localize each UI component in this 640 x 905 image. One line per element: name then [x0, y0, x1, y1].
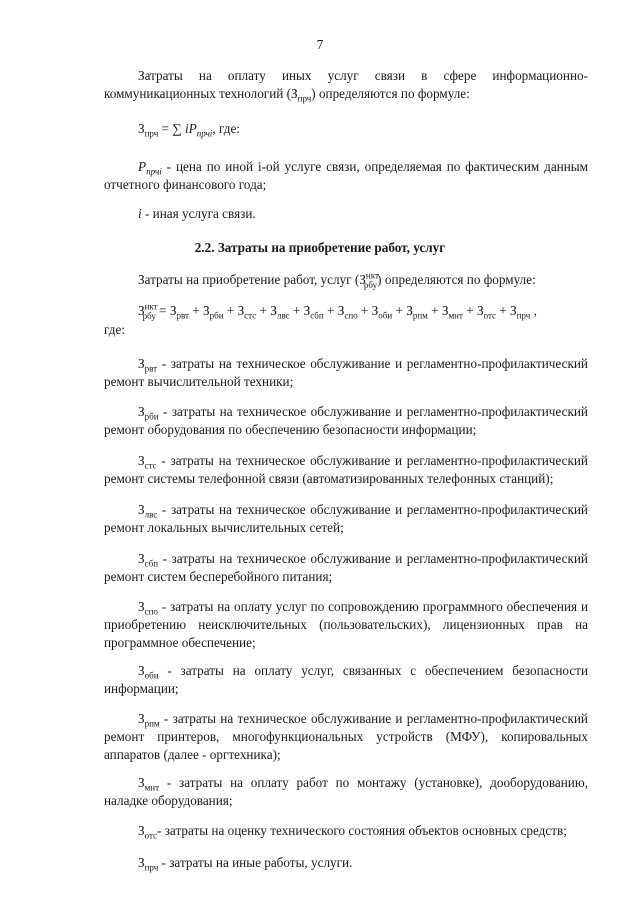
formula-term: $З_{стс}$ [237, 303, 257, 321]
definition-оби: $З_{оби}$ - затраты на оплату услуг, связанных с обеспечением безопасности информации; [104, 663, 588, 696]
definition-рвт: $З_{рвт}$ - затраты на техническое обслуживание и регламентно-профилактический ремонт вычислительной техники; [104, 356, 588, 389]
definition-price: $P_{прчi}$ - цена по иной i-ой услуге связи, определяемая по фактическим данным отчетного финансового года; [104, 159, 588, 192]
definition-мнт: $З_{мнт}$ - затраты на оплату работ по монтажу (установке), дооборудованию, наладке оборудования; [104, 775, 588, 808]
formula-term: $З_{рби}$ [203, 303, 224, 321]
formula-term: $З_{оби}$ [371, 303, 393, 321]
definition-сбп: $З_{сбп}$ - затраты на техническое обслуживание и регламентно-профилактический ремонт систем бесперебойного питания; [104, 551, 588, 584]
definition-отс: $З_{отс}-$ затраты на оценку технического состояния объектов основных средств; [138, 823, 567, 841]
formula-term: $З_{рпм}$ [406, 303, 428, 321]
page-number: 7 [316, 37, 324, 52]
formula-works-services: $З^{нкт}_{рбу} = З_{рвт} + З_{рби} + З_{стс} + З_{лвс} + З_{сбп} + З_{спо} + З_{оби} + З_{рпм} + З_{мнт} + З_{отс} + З_{прч}$ , [138, 301, 537, 321]
paragraph-works-intro: Затраты на приобретение работ, услуг $(З^{нкт}_{рбу})$ определяются по формуле: [138, 270, 536, 290]
formula-term: $З_{мнт}$ [441, 303, 463, 321]
definition-прч: $З_{прч}$ - затраты на иные работы, услуги. [138, 855, 353, 873]
definition-рпм: $З_{рпм}$ - затраты на техническое обслуживание и регламентно-профилактический ремонт принтеров, многофункциональных устройств (МФУ), копировальных аппаратов (далее - оргтехника); [104, 711, 588, 762]
intro-text: Затраты на оплату иных услуг связи в сфере информационно-коммуникационных технологий (З [104, 68, 588, 101]
formula-term: $З_{спо}$ [337, 303, 358, 321]
definition-рби: $З_{рби}$ - затраты на техническое обслуживание и регламентно-профилактический ремонт оборудования по обеспечению безопасности информации; [104, 404, 588, 437]
formula-where: где: [104, 322, 125, 337]
definition-service: i - иная услуга связи. [138, 206, 256, 221]
formula-term: $З_{сбп}$ [303, 303, 324, 321]
paragraph-other-services-intro: Затраты на оплату иных услуг связи в сфере информационно-коммуникационных технологий $(З_{прч})$ определяются по формуле: [104, 68, 588, 104]
formula-term: $З_{прч}$ [510, 303, 531, 321]
formula-term: $З_{отс}$ [476, 303, 496, 321]
formula-term: $З_{лвс}$ [270, 303, 290, 321]
formula-term: $З_{рвт}$ [169, 303, 189, 321]
definition-стс: $З_{стс}$ - затраты на техническое обслуживание и регламентно-профилактический ремонт системы телефонной связи (автоматизированных телефонных станций); [104, 453, 588, 486]
definition-спо: $З_{спо}$ - затраты на оплату услуг по сопровождению программного обеспечения и приобретению неисключительных (пользовательских), лицензионных прав на программное обеспечение; [104, 599, 588, 650]
definition-лвс: $З_{лвс}$ - затраты на техническое обслуживание и регламентно-профилактический ремонт локальных вычислительных сетей; [104, 502, 588, 535]
formula-other-services: $З_{прч}$ = ∑ $iP_{прчi}$, где: [138, 121, 240, 139]
section-title: 2.2. Затраты на приобретение работ, услуг [194, 240, 446, 255]
